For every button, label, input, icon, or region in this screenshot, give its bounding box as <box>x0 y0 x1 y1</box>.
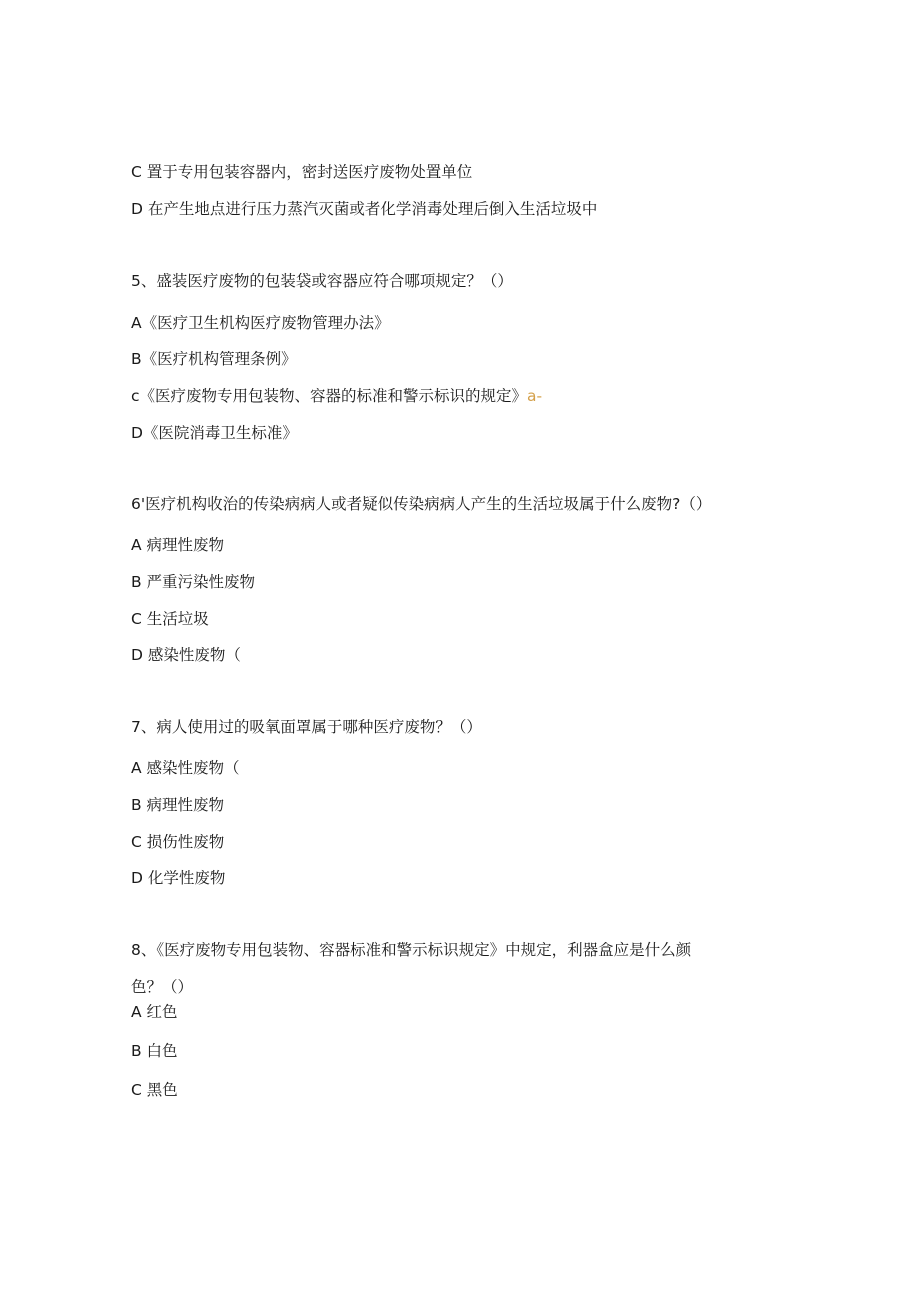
q5-option-c-line <box>131 386 542 406</box>
q6-option-b: B 严重污染性废物 <box>131 573 256 591</box>
q6-question: 6'医疗机构收治的传染病病人或者疑似传染病病人产生的生活垃圾属于什么废物?（） <box>131 495 712 513</box>
q6-option-d: D 感染性废物（ <box>131 646 241 664</box>
q7-option-b: B 病理性废物 <box>131 796 225 814</box>
q6-option-a: A 病理性废物 <box>131 536 225 554</box>
q7-option-d: D 化学性废物 <box>131 869 226 887</box>
q5-option-d: D《医院消毒卫生标准》 <box>131 424 298 442</box>
q7-option-c: C 损伤性废物 <box>131 833 225 851</box>
q7-option-a: A 感染性废物（ <box>131 759 240 777</box>
q6-option-c: C 生活垃圾 <box>131 610 209 628</box>
q5-option-b: B《医疗机构管理条例》 <box>131 350 297 368</box>
q4-option-d: D 在产生地点进行压力蒸汽灭菌或者化学消毒处理后倒入生活垃圾中 <box>131 200 598 218</box>
q5-option-a: A《医疗卫生机构医疗废物管理办法》 <box>131 314 390 332</box>
q5-question: 5、盛装医疗废物的包装袋或容器应符合哪项规定？（） <box>131 272 513 290</box>
q8-option-a: A 红色 <box>131 1003 178 1021</box>
q8-option-b: B 白色 <box>131 1042 178 1060</box>
q8-option-c: C 黑色 <box>131 1081 178 1099</box>
q5-option-c-mark: a- <box>527 387 543 405</box>
q4-option-c: C 置于专用包装容器内，密封送医疗废物处置单位 <box>131 163 473 181</box>
q7-question: 7、病人使用过的吸氧面罩属于哪种医疗废物？（） <box>131 718 482 736</box>
q5-option-c: c《医疗废物专用包装物、容器的标准和警示标识的规定》 <box>131 387 528 405</box>
q8-question-line2: 色？（） <box>131 978 194 996</box>
q8-question-line1: 8、《医疗废物专用包装物、容器标准和警示标识规定》中规定，利器盒应是什么颜 <box>131 941 692 959</box>
